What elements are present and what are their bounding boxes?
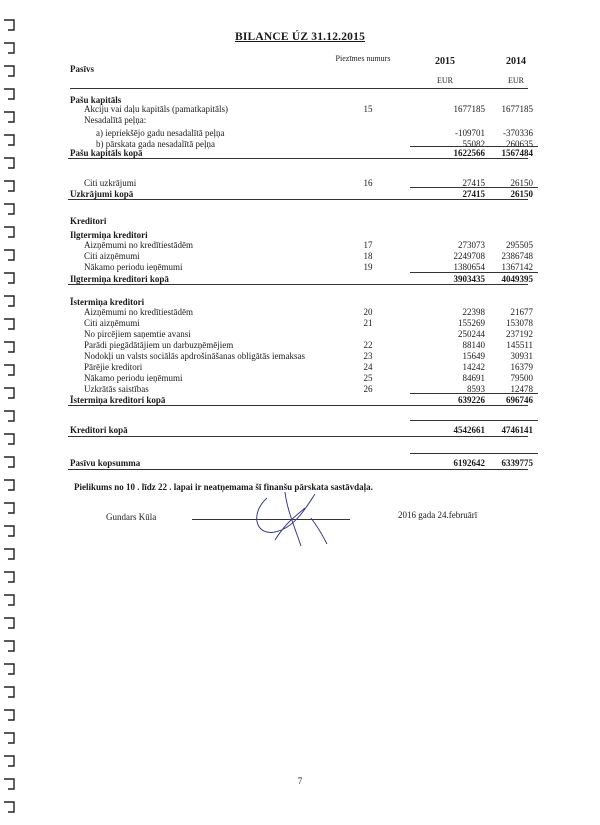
rule-line — [410, 453, 538, 454]
row-note: 15 — [363, 104, 373, 114]
table-row — [0, 251, 600, 262]
row-label: Nākamo periodu ieņēmumi — [84, 262, 183, 272]
table-row — [0, 351, 600, 362]
rule-line — [410, 393, 538, 394]
value-2014: 2386748 — [501, 251, 533, 261]
row-label: Citi aizņēmumi — [84, 318, 140, 328]
value-2014: 696746 — [506, 395, 533, 405]
value-2015: 15649 — [462, 351, 485, 361]
row-label: Nākamo periodu ieņēmumi — [84, 373, 183, 383]
value-2015: 27415 — [462, 189, 485, 199]
table-row — [0, 362, 600, 373]
value-2015: 1677185 — [453, 104, 485, 114]
value-2015: 273073 — [458, 240, 485, 250]
row-note: 21 — [363, 318, 373, 328]
row-label: Ilgtermiņa kreditori kopā — [70, 274, 169, 284]
table-row — [0, 425, 600, 436]
table-row — [0, 115, 600, 126]
table-row — [0, 458, 600, 469]
row-label: Īstermiņa kreditori — [70, 297, 145, 307]
table-row — [0, 318, 600, 329]
value-2014: 1567484 — [501, 148, 533, 158]
rule-line — [68, 436, 528, 437]
notes-column-header: Piezīmes numurs — [335, 54, 391, 63]
rule-line — [68, 284, 528, 285]
signer-name: Gundars Kūla — [106, 512, 157, 522]
value-2015: 55082 — [462, 139, 485, 149]
row-label: Nodokļi un valsts sociālās apdrošināšanas obligātās iemaksas — [84, 351, 305, 361]
row-label: Kreditori — [70, 216, 107, 226]
row-label: Uzkrājumi kopā — [70, 189, 134, 199]
row-label: Uzkrātās saistības — [84, 384, 149, 394]
table-row — [0, 373, 600, 384]
row-note: 18 — [363, 251, 373, 261]
value-2014: 260635 — [506, 139, 533, 149]
value-2014: 295505 — [506, 240, 533, 250]
footnote: Pielikums no 10 . līdz 22 . lapai ir neatņemama šī finanšu pārskata sastāvdaļa. — [74, 482, 373, 492]
rule-line — [410, 187, 538, 188]
table-row — [0, 329, 600, 340]
page-number: 7 — [297, 776, 303, 786]
row-note: 17 — [363, 240, 373, 250]
value-2015: 250244 — [458, 329, 485, 339]
value-2015: -109701 — [455, 128, 485, 138]
value-2014: 1367142 — [501, 262, 533, 272]
currency-2014-header: EUR — [508, 76, 524, 85]
value-2015: 1622566 — [453, 148, 485, 158]
rule-line — [410, 272, 538, 273]
header-divider — [70, 88, 528, 89]
table-row — [0, 240, 600, 251]
rule-line — [410, 146, 538, 147]
row-label: Citi aizņēmumi — [84, 251, 140, 261]
signature-date: 2016 gada 24.februārī — [398, 510, 478, 520]
value-2015: 27415 — [462, 178, 485, 188]
row-label: Parādi piegādātājiem un darbuzņēmējiem — [84, 340, 234, 350]
row-label: Īstermiņa kreditori kopā — [70, 395, 166, 405]
value-2014: 145511 — [506, 340, 533, 350]
value-2015: 14242 — [462, 362, 485, 372]
table-row — [0, 216, 600, 227]
row-label: Pasīvu kopsumma — [70, 458, 141, 468]
row-label: Aizņēmumi no kredītiestādēm — [84, 240, 193, 250]
value-2014: 237192 — [506, 329, 533, 339]
signature-mark — [245, 488, 335, 550]
value-2014: 26150 — [510, 178, 533, 188]
value-2015: 155269 — [458, 318, 485, 328]
value-2015: 88140 — [462, 340, 485, 350]
rule-line — [68, 158, 528, 159]
row-label: Aizņēmumi no kredītiestādēm — [84, 307, 193, 317]
table-row — [0, 128, 600, 139]
row-note: 24 — [363, 362, 373, 372]
currency-2015-header: EUR — [437, 76, 453, 85]
value-2014: 21677 — [510, 307, 533, 317]
section-header: Pasīvs — [70, 64, 95, 74]
table-row — [0, 307, 600, 318]
row-label: Kreditori kopā — [70, 425, 128, 435]
value-2014: 12478 — [510, 384, 533, 394]
value-2014: 6339775 — [501, 458, 533, 468]
rule-line — [68, 199, 528, 200]
rule-line — [68, 469, 528, 470]
value-2015: 4542661 — [453, 425, 485, 435]
value-2015: 2249708 — [453, 251, 485, 261]
row-note: 16 — [363, 178, 373, 188]
row-label: No pircējiem saņemtie avansi — [84, 329, 191, 339]
value-2014: 30931 — [510, 351, 533, 361]
row-label: Pašu kapitāls — [70, 95, 122, 105]
year-2015-header: 2015 — [435, 56, 455, 67]
row-label: Akciju vai daļu kapitāls (pamatkapitāls) — [84, 104, 228, 114]
value-2015: 639226 — [458, 395, 485, 405]
value-2014: -370336 — [503, 128, 533, 138]
row-note: 23 — [363, 351, 373, 361]
row-note: 20 — [363, 307, 373, 317]
value-2014: 26150 — [510, 189, 533, 199]
value-2014: 1677185 — [501, 104, 533, 114]
value-2014: 4049395 — [501, 274, 533, 284]
rule-line — [410, 420, 538, 421]
row-note: 19 — [363, 262, 373, 272]
value-2014: 79500 — [510, 373, 533, 383]
value-2015: 3903435 — [453, 274, 485, 284]
page-title: BILANCE ÚZ 31.12.2015 — [234, 31, 366, 43]
table-row — [0, 104, 600, 115]
rule-line — [68, 405, 528, 406]
value-2015: 84691 — [462, 373, 485, 383]
value-2015: 8593 — [467, 384, 485, 394]
row-note: 25 — [363, 373, 373, 383]
row-label: Pārējie kreditori — [84, 362, 143, 372]
row-label: Pašu kapitāls kopā — [70, 148, 143, 158]
value-2015: 1380654 — [453, 262, 485, 272]
value-2014: 153078 — [506, 318, 533, 328]
row-label: Ilgtermiņa kreditori — [70, 230, 148, 240]
row-label: b) pārskata gada nesadalītā peļņa — [96, 139, 215, 149]
value-2015: 22398 — [462, 307, 485, 317]
row-label: a) iepriekšējo gadu nesadalītā peļņa — [96, 128, 225, 138]
row-label: Nesadalītā peļņa: — [84, 115, 147, 125]
value-2015: 6192642 — [453, 458, 485, 468]
value-2014: 4746141 — [501, 425, 533, 435]
year-2014-header: 2014 — [506, 56, 526, 67]
row-label: Citi uzkrājumi — [84, 178, 137, 188]
table-row — [0, 340, 600, 351]
value-2014: 16379 — [510, 362, 533, 372]
row-note: 26 — [363, 384, 373, 394]
row-note: 22 — [363, 340, 373, 350]
